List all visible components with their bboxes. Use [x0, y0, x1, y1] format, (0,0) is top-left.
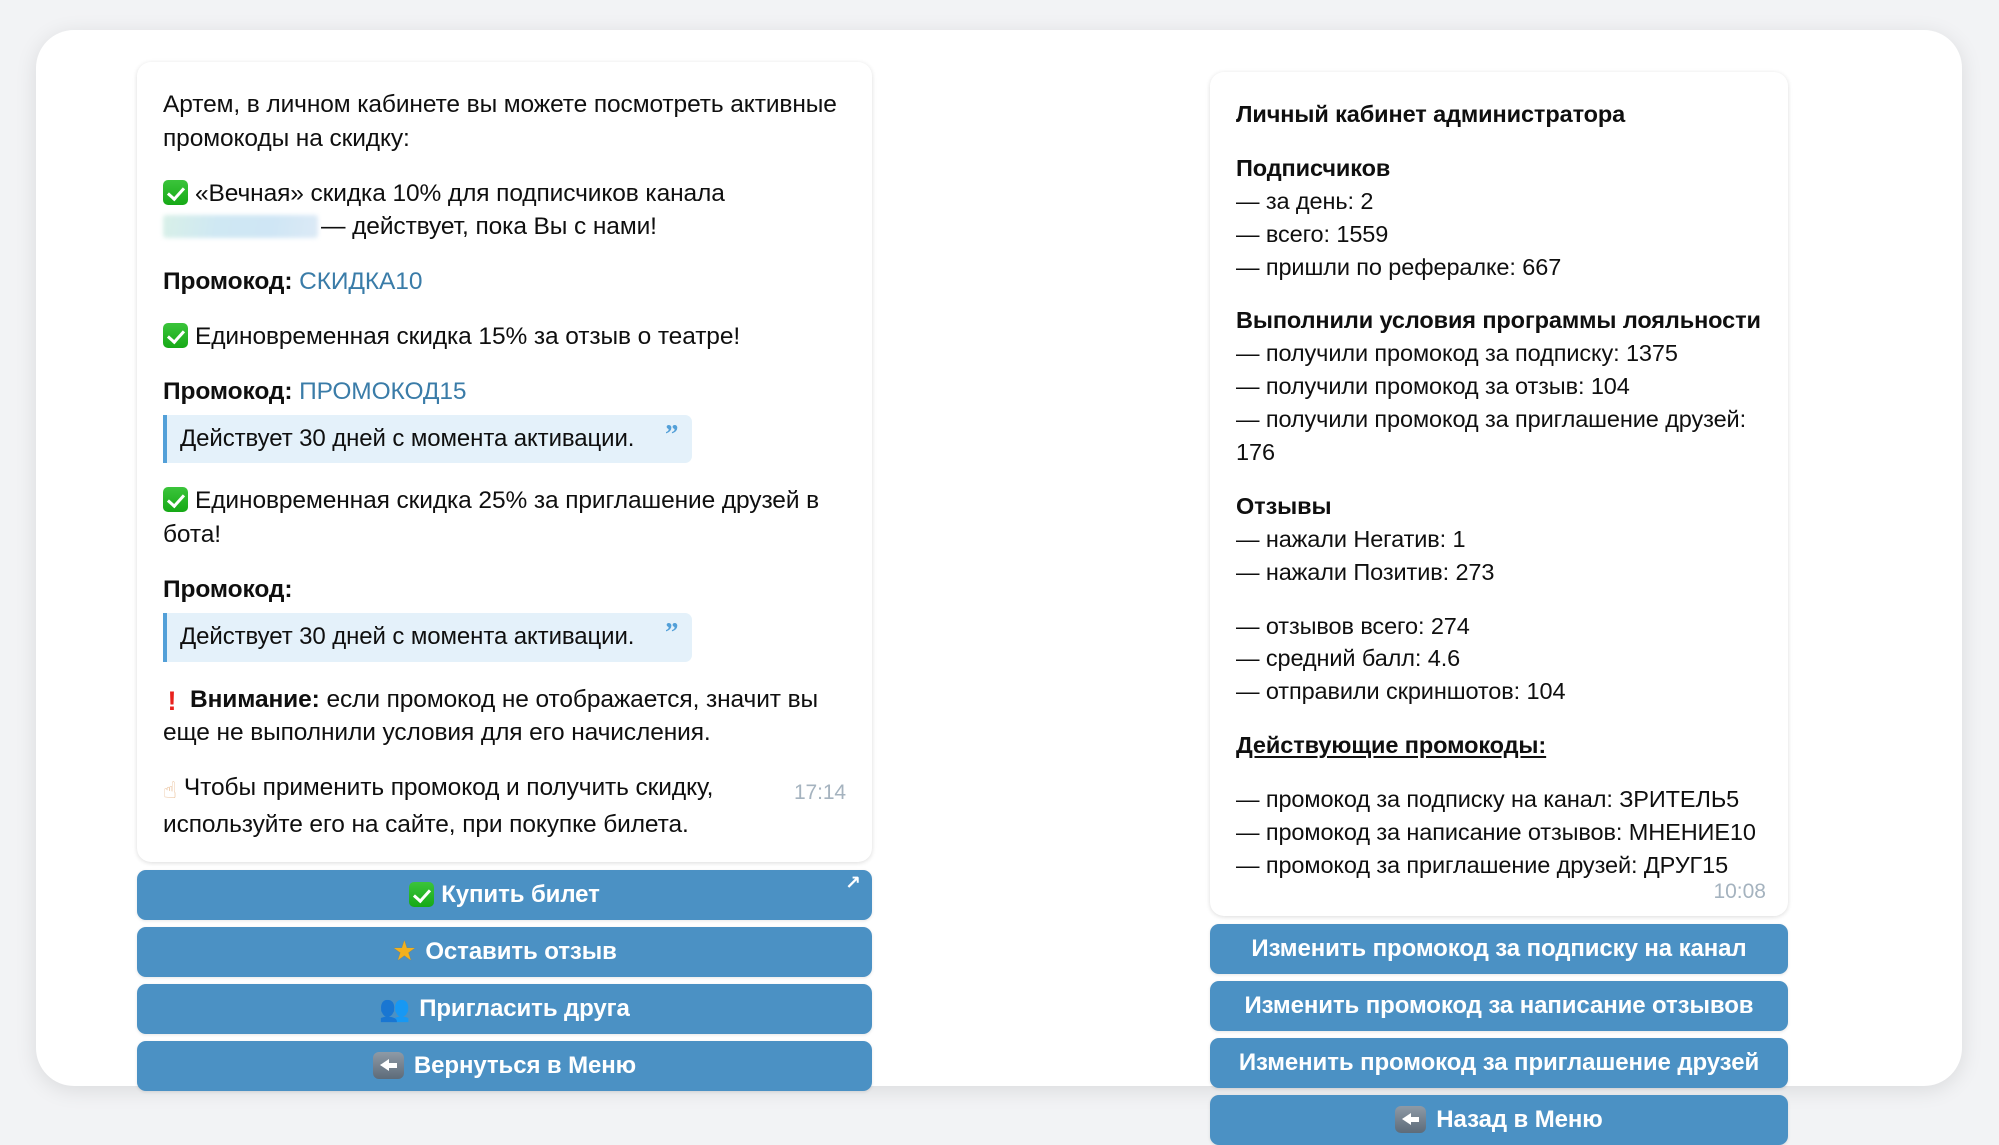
- edit-subscription-promo-button[interactable]: [1210, 924, 1788, 974]
- people-emoji-icon: 👥: [379, 994, 411, 1024]
- quote-block-2: [163, 613, 692, 662]
- left-message-timestamp: 17:14: [793, 781, 846, 805]
- promo-1-paragraph: [163, 265, 846, 299]
- reviews-line: — нажали Негатив: 1: [1236, 525, 1466, 552]
- promocode-line: — промокод за подписку на канал: ЗРИТЕЛЬ5: [1236, 786, 1740, 813]
- reviews-totals-section: [1236, 610, 1762, 709]
- active-promocodes-title-text: Действующие промокоды:: [1236, 732, 1547, 759]
- back-arrow-icon: [1395, 1106, 1426, 1133]
- loyalty-section-title: Выполнили условия программы лояльности: [1236, 307, 1761, 334]
- promo-2-paragraph: [163, 375, 846, 409]
- quote-block-2-wrapper: [163, 611, 846, 662]
- offer-2-paragraph: [163, 320, 846, 354]
- left-inline-keyboard: [137, 870, 872, 1091]
- promo-3-paragraph: [163, 573, 846, 607]
- quote-block-1-wrapper: [163, 413, 846, 464]
- reviews-total-line: — средний балл: 4.6: [1236, 645, 1461, 672]
- offer-3-text: Единовременная скидка 25% за приглашение друзей в бота!: [163, 487, 820, 549]
- pointing-finger-emoji-icon: ☝: [163, 778, 177, 805]
- offer-1-paragraph: [163, 177, 846, 245]
- admin-cabinet-message-text: [1236, 98, 1762, 882]
- promo-1-code[interactable]: СКИДКА10: [299, 268, 423, 296]
- promocode-line: — промокод за приглашение друзей: ДРУГ15: [1236, 851, 1729, 878]
- subscribers-line: — пришли по рефералке: 667: [1236, 253, 1562, 280]
- active-promocodes-title: [1236, 729, 1762, 762]
- edit-review-promo-button-label: Изменить промокод за написание отзывов: [1244, 991, 1754, 1019]
- star-emoji-icon: ★: [392, 936, 417, 968]
- promocode-line: — промокод за написание отзывов: МНЕНИЕ10: [1236, 819, 1756, 846]
- loyalty-line: — получили промокод за приглашение друзей: 176: [1236, 406, 1747, 466]
- check-emoji-icon: [163, 180, 188, 205]
- right-chat-column: [1210, 72, 1788, 1145]
- check-emoji-icon: [163, 487, 188, 512]
- subscribers-line: — за день: 2: [1236, 187, 1374, 214]
- edit-invite-promo-button[interactable]: [1210, 1038, 1788, 1088]
- right-inline-keyboard: [1210, 924, 1788, 1145]
- promo-1-label: Промокод:: [163, 268, 293, 296]
- subscribers-section: [1236, 152, 1762, 284]
- edit-subscription-promo-button-label: Изменить промокод за подписку на канал: [1251, 934, 1747, 962]
- leave-review-button[interactable]: [137, 927, 872, 977]
- quote-block-1-text: Действует 30 дней с момента активации.: [180, 424, 635, 452]
- quote-block-1: [163, 415, 692, 464]
- exclamation-emoji-icon: !: [167, 685, 177, 716]
- active-promocodes-section: [1236, 783, 1762, 882]
- back-arrow-icon: [373, 1052, 404, 1079]
- loyalty-section: [1236, 304, 1762, 468]
- offer-1-text: «Вечная» скидка 10% для подписчиков канала: [195, 179, 725, 207]
- promo-2-label: Промокод:: [163, 377, 293, 405]
- buy-ticket-button-label: Купить билет: [441, 880, 600, 908]
- user-cabinet-message-bubble: [137, 62, 872, 862]
- buy-ticket-button[interactable]: [137, 870, 872, 920]
- user-cabinet-message-text: [163, 88, 846, 842]
- external-link-icon: ↗: [845, 871, 861, 894]
- quote-block-2-text: Действует 30 дней с момента активации.: [180, 622, 635, 650]
- subscribers-line: — всего: 1559: [1236, 220, 1389, 247]
- warning-paragraph: [163, 683, 846, 751]
- admin-back-to-menu-button[interactable]: [1210, 1095, 1788, 1145]
- reviews-line: — нажали Позитив: 273: [1236, 558, 1495, 585]
- promo-3-label: Промокод:: [163, 575, 293, 603]
- edit-invite-promo-button-label: Изменить промокод за приглашение друзей: [1238, 1048, 1760, 1076]
- admin-panel-title-text: Личный кабинет администратора: [1236, 101, 1626, 127]
- warning-label: Внимание:: [190, 685, 320, 713]
- reviews-section-title: Отзывы: [1236, 492, 1332, 519]
- admin-panel-title: [1236, 98, 1762, 131]
- reviews-total-line: — отправили скриншотов: 104: [1236, 678, 1566, 705]
- offer-1-tail: — действует, пока Вы с нами!: [321, 213, 657, 241]
- invite-friend-button-label: Пригласить друга: [419, 994, 630, 1022]
- check-emoji-icon: [409, 882, 434, 907]
- admin-back-to-menu-button-label: Назад в Меню: [1436, 1105, 1603, 1133]
- back-to-menu-button[interactable]: [137, 1041, 872, 1091]
- offer-3-paragraph: [163, 484, 846, 552]
- reviews-total-line: — отзывов всего: 274: [1236, 612, 1470, 639]
- reviews-section: [1236, 490, 1762, 589]
- quote-mark-icon: ”: [664, 616, 679, 647]
- check-emoji-icon: [163, 323, 188, 348]
- leave-review-button-label: Оставить отзыв: [425, 937, 617, 965]
- edit-review-promo-button[interactable]: [1210, 981, 1788, 1031]
- hint-paragraph: [163, 771, 846, 842]
- hint-text: Чтобы применить промокод и получить скидку, используйте его на сайте, при покупке билета.: [163, 774, 714, 838]
- quote-mark-icon: ”: [664, 418, 679, 449]
- invite-friend-button[interactable]: [137, 984, 872, 1034]
- subscribers-section-title: Подписчиков: [1236, 154, 1391, 181]
- warning-text: если промокод не отображается, значит вы еще не выполнили условия для его начисления.: [163, 685, 819, 747]
- admin-cabinet-message-bubble: [1210, 72, 1788, 916]
- redacted-channel-name: [163, 215, 318, 238]
- offer-2-text: Единовременная скидка 15% за отзыв о театре!: [195, 322, 741, 350]
- right-message-timestamp: 10:08: [1713, 879, 1766, 903]
- loyalty-line: — получили промокод за подписку: 1375: [1236, 340, 1678, 367]
- loyalty-line: — получили промокод за отзыв: 104: [1236, 373, 1630, 400]
- back-to-menu-button-label: Вернуться в Меню: [413, 1051, 637, 1079]
- intro-paragraph: Артем, в личном кабинете вы можете посмотреть активные промокоды на скидку:: [163, 91, 837, 152]
- promo-2-code[interactable]: ПРОМОКОД15: [299, 377, 467, 405]
- left-chat-column: [137, 62, 872, 1091]
